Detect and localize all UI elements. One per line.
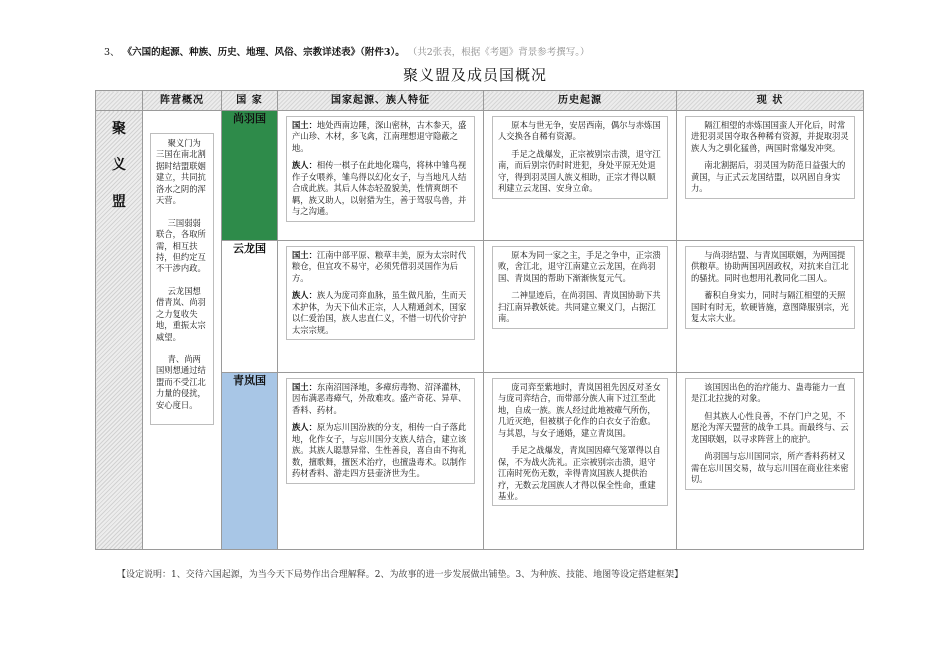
nation-shangyu: 尚羽国 bbox=[222, 111, 278, 241]
history-cell: 原本与世无争，安居西南，偶尔与赤炼国人交换各自稀有资源。 手足之战爆发，正宗被别宗击溃，退守江南，而后别宗仍时时进犯，身处平原无处退守，得到羽灵国人族义相助，正宗才得以顺利建立云龙国、安身立命。 bbox=[484, 111, 677, 241]
overview-paragraph: 青、尚两国则想通过结盟而不受江北力量的侵扰，安心度日。 bbox=[156, 354, 206, 410]
origin-cell: 国土：地处西南边陲，深山密林，古木参天，盛产山珍、木材，多飞禽，江南理想退守隐蔽之地。 族人：相传一棋子在此地化瑞鸟，将林中雏鸟视作子女喂养，雏鸟得以幻化女子，与当地凡人结合成此族。其后人体态轻盈貌美，性情爽朗不羁，族又助人，以射猎为生，善于驾驭鸟兽，并与之沟通。 bbox=[278, 111, 484, 241]
header-blank bbox=[96, 91, 143, 111]
alliance-name: 聚 义 盟 bbox=[96, 111, 143, 550]
status-cell: 隔江相望的赤炼国国蛮人开化后，时常进犯羽灵国夺取各种稀有资源，并捉取羽灵族人为之驯化猛兽，两国时常爆发冲突。 南北割据后，羽灵国为防范日益强大的黄国，与正式云龙国结盟，以巩固自身实力。 bbox=[677, 111, 864, 241]
status-cell: 与尚羽结盟、与青岚国联姻，为两国提供粮草。协助两国巩固政权，对抗来自江北的骚扰。同时也想用礼教同化二国人。 蓄积自身实力，同时与隔江相望的天照国时有时无，软硬皆施，意图降服别宗，光复太宗大业。 bbox=[677, 241, 864, 373]
table-header-row bbox=[96, 91, 864, 111]
table-title: 聚义盟及成员国概况 bbox=[402, 66, 547, 84]
nation-yunlong: 云龙国 bbox=[222, 241, 278, 373]
section-note: （共2张表，根据《考题》背景参考撰写。） bbox=[407, 47, 590, 58]
alliance-overview bbox=[143, 111, 222, 550]
section-header bbox=[104, 44, 590, 58]
header-status: 现 状 bbox=[677, 91, 864, 111]
section-number: 3、 bbox=[104, 47, 120, 58]
origin-cell: 国土：江南中部平原、粮草丰美，原为太宗时代粮仓，但宜攻不易守，必须凭借羽灵国作为后方。 族人：族人为庞司弈血脉，虽生做凡胎，生而天术护体，为天下仙术正宗，人人精通剑术，国家以仁爱治国，族人忠直仁义，不惜一切代价守护太宗宗规。 bbox=[278, 241, 484, 373]
overview-paragraph: 云龙国想借青岚、尚羽之力复收失地，重振太宗威望。 bbox=[156, 285, 206, 342]
history-cell: 庞司弈至紫地时，青岚国祖先因反对圣女与庞司弈结合，而带部分族人南下过江至此地，自成一族。族人经过此地被瘴气所伤，几近灭绝，但被棋子化作的白衣女子治愈。与其恩，与女子通婚，建立青岚国。 手足之战爆发，青岚国因瘴气笼罩得以自保，不为战火洗礼。正宗被别宗击溃，退守江南时死伤无数，幸得青岚国族人提供治疗，无数云龙国族人才得以保全性命，重建基业。 bbox=[484, 373, 677, 550]
header-camp: 阵营概况 bbox=[143, 91, 222, 111]
header-nation: 国 家 bbox=[222, 91, 278, 111]
origin-cell: 国土：东南沼国泽地，多瘴疠毒物、沼泽灌林，因布满恶毒瘴气，外敌难攻。盛产奇花、异草、香料、药材。 族人：原为忘川国汾族的分支，相传一白子落此地，化作女子，与忘川国分支族人结合，建立该族。其族人聪慧异常、生性善良，喜自由不拘礼数，擅歌舞，擅医术治疗，也擅蛊毒术。以制作药材香料、游走四方县壶济世为生。 bbox=[278, 373, 484, 550]
nation-qinglan: 青岚国 bbox=[222, 373, 278, 550]
table-row bbox=[96, 111, 864, 241]
history-cell: 原本为同一家之主，手足之争中，正宗溃败，舍江北，退守江南建立云龙国，在尚羽国、青岚国的帮助下渐渐恢复元气。 二神显迹后，在尚羽国、青岚国协助下共扫江南异教妖徒。共同建立聚义门，占据江南。 bbox=[484, 241, 677, 373]
overview-paragraph: 聚义门为三国在南北割据时结盟联姻建立，共同抗洛水之阴的浑天营。 bbox=[156, 138, 206, 206]
overview-paragraph: 三国弱弱联合，各取所需，相互扶持，但约定互不干涉内政。 bbox=[156, 217, 206, 274]
settings-note: 【设定说明：1、交待六国起源，为当今天下局势作出合理解释。2、为故事的进一步发展做出铺垫。3、为种族、技能、地图等设定搭建框架】 bbox=[117, 570, 684, 580]
section-title: 《六国的起源、种族、历史、地理、风俗、宗教详述表》（附件3）。 bbox=[122, 47, 405, 58]
alliance-table bbox=[95, 90, 864, 550]
header-history: 历史起源 bbox=[484, 91, 677, 111]
header-origin: 国家起源、族人特征 bbox=[278, 91, 484, 111]
status-cell: 该国因出色的治疗能力、蛊毒能力一直是江北拉拢的对象。 但其族人心性良善，不存门户之见，不愿沦为浑天盟营的战争工具。而最终与、云龙国联姻，以寻求阵营上的庇护。 尚羽国与忘川国同宗，所产香料药材又需在忘川国交易，故与忘川国在商业往来密切。 bbox=[677, 373, 864, 550]
